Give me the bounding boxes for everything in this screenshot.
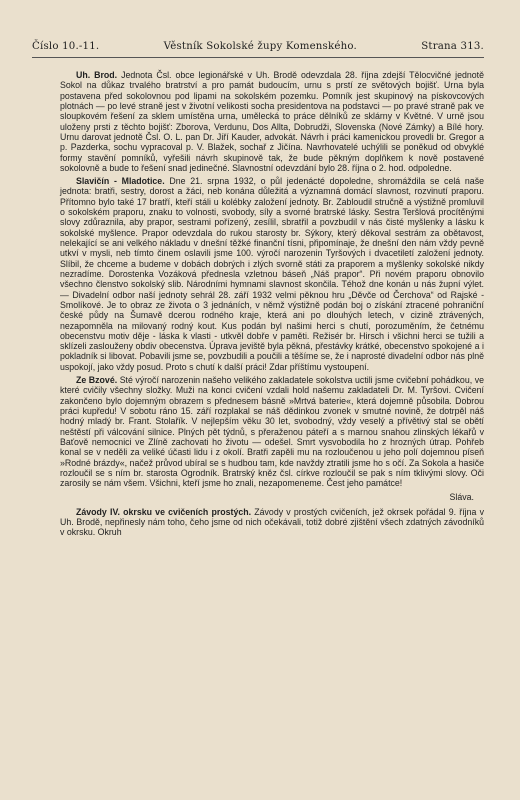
article-text: Závody v prostých cvičeních, jež okrsek pořádal 9. října v Uh. Brodě, nepřinesly nám toho, čeho jsme od nich očekávali, totiž dobré zjištění všech zdatných závodníků v okrsku. Okruh — [60, 506, 484, 538]
page-header — [32, 41, 484, 52]
article-lead: Slavičín - Mladotice. — [76, 176, 165, 187]
article-lead: Uh. Brod. — [76, 70, 118, 80]
article-bzova — [60, 375, 484, 488]
page-number: Strana 313. — [421, 41, 484, 52]
header-rule — [32, 57, 484, 58]
journal-title: Věstník Sokolské župy Komenského. — [163, 41, 357, 52]
issue-number: Číslo 10.-11. — [32, 41, 100, 52]
article-signature: Sláva. — [449, 491, 474, 502]
article-lead: Závody IV. okrsku ve cvičeních prostých. — [76, 506, 252, 517]
article-slavicin — [60, 176, 484, 372]
article-column — [60, 70, 484, 792]
article-text: Dne 21. srpna 1932, o půl jedenácté dopoledne, shromáždila se celá naše jednota: bratři, sestry, dorost a žáci, neb konána důležitá a významná domácí slavnost, rozvinutí praporu. Přítomno bylo také 17 bratří, kteří stáli u kolébky založení jednoty. Br. Zabloudil stručně a výstižně promluvil o sokolském praporu, znaku to volnosti, svobody, síly a svorné bratrské lásky. Sestra Teršlová procítěnými slovy zdůraznila, aby prapor, sestrami pořízený, zesílil, sbratřil a povzbudil v nás čisté myšlenky a lásku k sokolské myšlence. Prapor odevzdala do rukou starosty br. Sýkory, který děkoval sestrám za obětavost, nelekající se ani velkého nákladu v dnešní těžké finanční tísni, připomínaje, že dnešní den nám vždy pevně utkví v mysli, neb tímto činem oslavili jsme 100. výročí narozenin Tyršových i dvacetiletí založení jednoty. Slíbil, že chceme a budeme v dobách dobrých i zlých svorně státi za praporem a myšlenky sokolské nikdy nezradíme. Dorostenka Vozáková přednesla vzletnou báseň „Náš prapor“. Při novém praporu obnovilo všechno členstvo sokolský slib. Národními hymnami slavnost skončila. Téhož dne konán u nás župní výlet. — Divadelní odbor naší jednoty sehrál 28. září 1932 velmi pěknou hru „Děvče od Čerchova“ od Rajské - Smolíkové. Je to obraz ze života o 3 jednáních, v němž výstižně podán boj o získání ztracené pohraniční české půdy na Šumavě dcerou rodného kraje, která ani po dlouhých letech, v cizině ztrávených, nezapomněla na milovaný rodný kout. Kus podán byl našimi herci s chutí, porozuměním, že četnému obecenstvu motiv děje - láska k vlasti - utkvěl dobře v paměti. Režisér br. Hirsch i všichni herci se tužili a sklízeli zaslouženy obdiv obecenstva. Úprava jeviště byla pěkná, přestávky krátké, obecenstvo spokojené a i pokladník si libovat. Pobavili jsme se, povzbudili a poučili a těšíme se, že i naprosté divadelní odbor nás plně uspokojí, jako vždy posud. Proto s chutí k další práci! Zdar příštímu vystoupení. — [60, 176, 484, 372]
article-uh-brod — [60, 70, 484, 173]
article-zavody — [60, 507, 484, 538]
article-text: Sté výročí narozenin našeho velikého zakladatele sokolstva uctili jsme cvičební pohádkou, ve které cvičily všechny složky. Muži na konci cvičení vzdali hold našemu zakladateli Dr. M. Tyršovi. Cvičení zakončeno bylo dojemným obrazem s přednesem básně »Mrtvá baterie«, která dojemně působila. Dobrou práci kupředu! V sobotu ráno 15. září rozplakal se náš dědinkou zvonek v smutné novině, že dotrpěl náš hodný mladý br. Frant. Stolařík. V nejlepším věku 30 let, svobodný, vždy veselý a přívětivý stal se obětí neštěstí při válcování silnice. Plných pět týdnů, s přeraženou páteří a s marnou snahou zlinských lékařů v Baťově nemocnici ve Zlíně zachovati ho životu — odešel. Smrt vysvobodila ho z hrozných útrap. Pohřeb konal se v neděli za veliké účasti lidu i z okolí. Bratři zapěli mu na rozloučenou u jeho polí dojemnou píseň »Rodné brázdy«, načež průvod ubíral se s hudbou tam, kde navždy ztratili jsme ho s očí. Za Sokola a hasiče rozloučil se s ním br. starosta Ogrodník. Bratrský kněz čsl. církve rozloučil se pak s ním tklivými slovy. Oči zarosily se nám všem. Všichni, kteří jsme ho znali, nezapomeneme. Čest jeho památce! — [60, 375, 484, 489]
article-lead: Ze Bzové. — [76, 375, 118, 386]
article-text: Jednota Čsl. obce legionářské v Uh. Brodě odevzdala 28. října zdejší Tělocvičné jednotě Sokol na důkaz trvalého bratrství a pro památ budoucím, urnu s prstí ze světových bojišť. Urna byla postavena před sokolovnou pod lipami na sokolském pozemku. Pomník jest skupinový na pískovcových plotnách — po levé straně jest v životní velikosti socha presidentova na podstavci — po pravé straně pak ve sloupkovém řešení za sklem umístěna urna, umělecká to práce dělníků ze sklárny v Květné. V urně jsou uloženy prsti z těchto bojišť: Zborova, Verdunu, Dos Allta, Dobrudži, Slovenska (Nové Zámky) a Bílé hory. Urnu darovat jednotě Čsl. O. L. pan Dr. Jiří Kauder, advokát. Návrh i práci kamenickou provedli br. Gregor a p. Pazderka, sochu vypracoval p. V. Blažek, sochař z Jičína. Navrhovatelé uchýlili se poněkud od obvyklé formy stavění pomníků, vyřešili návrh skupinově tak, že bude pěkným doplňkem k nově postavené sokolovně a bude to řešení snad jedinečné. Slavnostní odevzdání bylo 28. října o 2. hod. odpoledne. — [60, 70, 484, 173]
